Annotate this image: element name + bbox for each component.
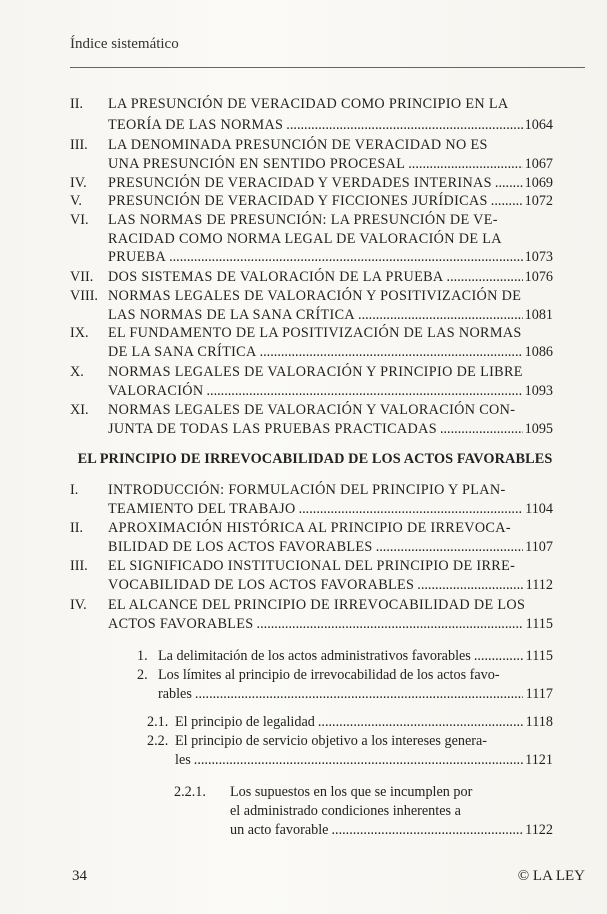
subitem-title: Los supuestos en los que se incumplen por: [230, 784, 473, 800]
subitem-number: 1.: [137, 648, 148, 664]
leader-dots: [358, 307, 523, 324]
page-ref: 1095: [524, 421, 553, 437]
page-ref: 1069: [524, 175, 553, 191]
item-title: LA DENOMINADA PRESUNCIÓN DE VERACIDAD NO ES: [108, 137, 488, 153]
item-title: EL FUNDAMENTO DE LA POSITIVIZACIÓN DE LAS NORMAS: [108, 325, 522, 341]
item-title-cont: BILIDAD DE LOS ACTOS FAVORABLES: [108, 539, 373, 555]
page-ref: 1112: [525, 577, 553, 593]
item-title: APROXIMACIÓN HISTÓRICA AL PRINCIPIO DE IRREVOCA-: [108, 520, 511, 536]
item-number: II.: [70, 96, 83, 112]
page-ref: 1117: [525, 686, 553, 702]
leader-dots: [260, 344, 523, 361]
item-title: LA PRESUNCIÓN DE VERACIDAD COMO PRINCIPIO EN LA: [108, 96, 509, 112]
item-title-cont: TEORÍA DE LAS NORMAS: [108, 117, 284, 133]
item-title: LAS NORMAS DE PRESUNCIÓN: LA PRESUNCIÓN DE VE-: [108, 212, 498, 228]
page-ref: 1115: [525, 616, 553, 632]
leader-dots: [169, 249, 523, 266]
item-number: II.: [70, 520, 83, 536]
item-title-cont: VOCABILIDAD DE LOS ACTOS FAVORABLES: [108, 577, 415, 593]
item-title-cont: JUNTA DE TODAS LAS PRUEBAS PRACTICADAS: [108, 421, 437, 437]
item-title: EL SIGNIFICADO INSTITUCIONAL DEL PRINCIPIO DE IRRE-: [108, 558, 516, 574]
subitem-title-cont: un acto favorable: [230, 822, 329, 838]
subitem-title-cont: les: [175, 752, 191, 768]
leader-dots: [299, 501, 523, 518]
item-title: DOS SISTEMAS DE VALORACIÓN DE LA PRUEBA: [108, 269, 444, 285]
page-ref: 1121: [525, 752, 553, 768]
item-number: VI.: [70, 212, 89, 228]
leader-dots: [195, 686, 523, 703]
item-title-cont: RACIDAD COMO NORMA LEGAL DE VALORACIÓN DE LA: [108, 231, 502, 247]
subitem-title: La delimitación de los actos administrativos favorables: [158, 648, 471, 664]
item-title: INTRODUCCIÓN: FORMULACIÓN DEL PRINCIPIO Y PLAN-: [108, 482, 506, 498]
page-ref: 1086: [524, 344, 553, 360]
page-ref: 1122: [525, 822, 553, 838]
item-title-cont: ACTOS FAVORABLES: [108, 616, 254, 632]
item-title-cont: PRUEBA: [108, 249, 167, 265]
page-ref: 1072: [524, 193, 553, 209]
leader-dots: [474, 648, 523, 665]
leader-dots: [440, 421, 523, 438]
running-title: Índice sistemático: [70, 36, 179, 52]
page-ref: 1115: [525, 648, 553, 664]
leader-dots: [491, 193, 523, 210]
page-ref: 1067: [524, 156, 553, 172]
item-title: EL ALCANCE DEL PRINCIPIO DE IRREVOCABILIDAD DE LOS: [108, 597, 526, 613]
page-ref: 1073: [524, 249, 553, 265]
item-number: VIII.: [70, 288, 98, 304]
subitem-number: 2.2.1.: [174, 784, 206, 800]
item-number: IV.: [70, 175, 87, 191]
item-title: NORMAS LEGALES DE VALORACIÓN Y POSITIVIZACIÓN DE: [108, 288, 522, 304]
item-title: NORMAS LEGALES DE VALORACIÓN Y PRINCIPIO DE LIBRE: [108, 364, 523, 380]
item-title-cont: DE LA SANA CRÍTICA: [108, 344, 257, 360]
item-number: III.: [70, 137, 88, 153]
item-number: XI.: [70, 402, 89, 418]
leader-dots: [408, 156, 523, 173]
subitem-number: 2.1.: [147, 714, 169, 730]
item-title-cont: VALORACIÓN: [108, 383, 204, 399]
subitem-title: Los límites al principio de irrevocabilidad de los actos favo-: [158, 667, 500, 683]
leader-dots: [257, 616, 523, 633]
item-title: NORMAS LEGALES DE VALORACIÓN Y VALORACIÓN CON-: [108, 402, 516, 418]
leader-dots: [417, 577, 523, 594]
leader-dots: [206, 383, 523, 400]
leader-dots: [318, 714, 523, 731]
page-ref: 1107: [525, 539, 553, 555]
item-title: PRESUNCIÓN DE VERACIDAD Y VERDADES INTERINAS: [108, 175, 492, 191]
subitem-title: El principio de servicio objetivo a los intereses genera-: [175, 733, 488, 749]
publisher-mark: © LA LEY: [517, 868, 585, 884]
item-title: PRESUNCIÓN DE VERACIDAD Y FICCIONES JURÍDICAS: [108, 193, 488, 209]
leader-dots: [495, 175, 523, 192]
subitem-number: 2.2.: [147, 733, 169, 749]
page-ref: 1076: [524, 269, 553, 285]
page-ref: 1118: [525, 714, 553, 730]
item-number: IX.: [70, 325, 89, 341]
item-number: I.: [70, 482, 79, 498]
item-number: VII.: [70, 269, 94, 285]
item-number: III.: [70, 558, 88, 574]
leader-dots: [286, 117, 523, 134]
page-ref: 1064: [524, 117, 553, 133]
page-number: 34: [72, 868, 87, 884]
page-ref: 1081: [524, 307, 553, 323]
subitem-title-cont: el administrado condiciones inherentes a: [230, 803, 461, 819]
leader-dots: [376, 539, 523, 556]
item-number: V.: [70, 193, 82, 209]
item-number: X.: [70, 364, 84, 380]
subitem-title-cont: rables: [158, 686, 192, 702]
page-ref: 1093: [524, 383, 553, 399]
leader-dots: [447, 269, 523, 286]
header-rule: [70, 67, 585, 68]
subitem-title: El principio de legalidad: [175, 714, 315, 730]
item-number: IV.: [70, 597, 87, 613]
item-title-cont: TEAMIENTO DEL TRABAJO: [108, 501, 296, 517]
section-title: EL PRINCIPIO DE IRREVOCABILIDAD DE LOS ACTOS FAVORABLES: [77, 451, 553, 467]
leader-dots: [331, 822, 523, 839]
leader-dots: [194, 752, 523, 769]
item-title-cont: UNA PRESUNCIÓN EN SENTIDO PROCESAL: [108, 156, 406, 172]
item-title-cont: LAS NORMAS DE LA SANA CRÍTICA: [108, 307, 356, 323]
subitem-number: 2.: [137, 667, 148, 683]
page-ref: 1104: [525, 501, 553, 517]
